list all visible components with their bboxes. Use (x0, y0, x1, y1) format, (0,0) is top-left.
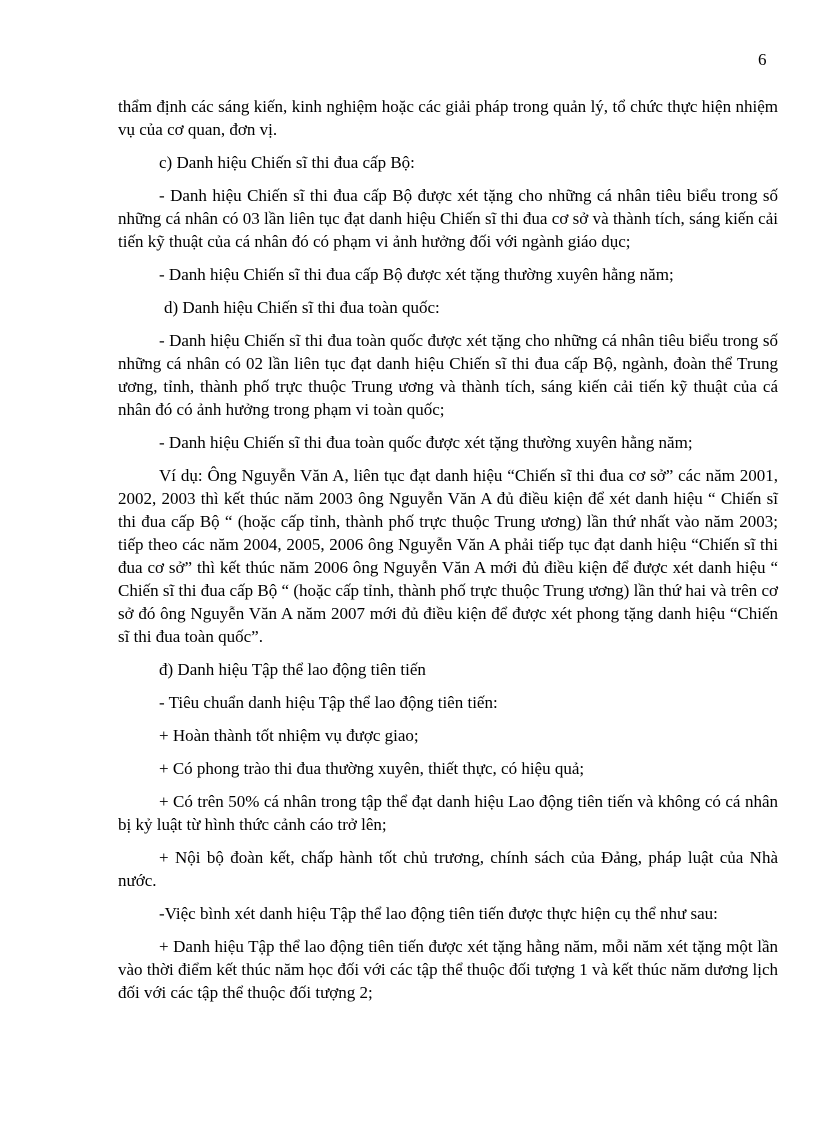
paragraph-national-frequency: - Danh hiệu Chiến sĩ thi đua toàn quốc được xét tặng thường xuyên hằng năm; (159, 433, 693, 452)
list-item-annual-award: + Danh hiệu Tập thể lao động tiên tiến được xét tặng hằng năm, mỗi năm xét tặng một lần vào thời điểm kết thúc năm học đối với các tập thể thuộc đối tượng 1 và kết thúc năm dương lịch đối với các tập thể thuộc đối tượng 2; (118, 937, 778, 1002)
paragraph-ministry-criteria: - Danh hiệu Chiến sĩ thi đua cấp Bộ được xét tặng cho những cá nhân tiêu biểu trong số những cá nhân có 03 lần liên tục đạt danh hiệu Chiến sĩ thi đua cơ sở và thành tích, sáng kiến cải tiến kỹ thuật của cá nhân đó có phạm vi ảnh hưởng đối với ngành giáo dục; (118, 186, 778, 251)
page-number: 6 (758, 50, 767, 69)
paragraph-example: Ví dụ: Ông Nguyễn Văn A, liên tục đạt danh hiệu “Chiến sĩ thi đua cơ sở” các năm 2001, 2002, 2003 thì kết thúc năm 2003 ông Nguyễn Văn A đủ điều kiện để xét danh hiệu “ Chiến sĩ thi đua cấp Bộ “ (hoặc cấp tỉnh, thành phố trực thuộc Trung ương) lần thứ nhất vào năm 2003; tiếp theo các năm 2004, 2005, 2006 ông Nguyễn Văn A phải tiếp tục đạt danh hiệu “Chiến sĩ thi đua cơ sở” thì kết thúc năm 2006 ông Nguyễn Văn A mới đủ điều kiện để được xét danh hiệu “ Chiến sĩ thi đua cấp Bộ “ (hoặc cấp tỉnh, thành phố trực thuộc Trung ương) lần thứ hai và trên cơ sở đó ông Nguyễn Văn A năm 2007 mới đủ điều kiện để được xét phong tặng danh hiệu “Chiến sĩ thi đua toàn quốc”. (118, 466, 778, 646)
list-item-over-50-percent: + Có trên 50% cá nhân trong tập thể đạt danh hiệu Lao động tiên tiến và không có cá nhân bị kỷ luật từ hình thức cảnh cáo trở lên; (118, 792, 778, 834)
heading-d-national-emulation-title: d) Danh hiệu Chiến sĩ thi đua toàn quốc: (164, 298, 440, 317)
list-item-complete-tasks: + Hoàn thành tốt nhiệm vụ được giao; (159, 726, 419, 745)
list-item-internal-unity: + Nội bộ đoàn kết, chấp hành tốt chủ trương, chính sách của Đảng, pháp luật của Nhà nước. (118, 848, 778, 890)
paragraph-national-criteria: - Danh hiệu Chiến sĩ thi đua toàn quốc được xét tặng cho những cá nhân tiêu biểu trong số những cá nhân có 02 lần liên tục đạt danh hiệu Chiến sĩ thi đua cấp Bộ, ngành, đoàn thể Trung ương, tỉnh, thành phố trực thuộc Trung ương và thành tích, sáng kiến cải tiến kỹ thuật của cá nhân đó có ảnh hưởng trong phạm vi toàn quốc; (118, 331, 778, 419)
heading-c-ministry-emulation-title: c) Danh hiệu Chiến sĩ thi đua cấp Bộ: (159, 153, 415, 172)
document-body (118, 95, 778, 1014)
heading-dd-advanced-collective-title: đ) Danh hiệu Tập thể lao động tiên tiến (159, 660, 426, 679)
paragraph-continuation: thẩm định các sáng kiến, kinh nghiệm hoặc các giải pháp trong quản lý, tổ chức thực hiện nhiệm vụ của cơ quan, đơn vị. (118, 97, 778, 139)
list-item-emulation-movement: + Có phong trào thi đua thường xuyên, thiết thực, có hiệu quả; (159, 759, 585, 778)
paragraph-collective-standards: - Tiêu chuẩn danh hiệu Tập thể lao động tiên tiến: (159, 693, 498, 712)
paragraph-evaluation-process: -Việc bình xét danh hiệu Tập thể lao động tiên tiến được thực hiện cụ thể như sau: (159, 904, 718, 923)
paragraph-ministry-frequency: - Danh hiệu Chiến sĩ thi đua cấp Bộ được xét tặng thường xuyên hằng năm; (159, 265, 674, 284)
